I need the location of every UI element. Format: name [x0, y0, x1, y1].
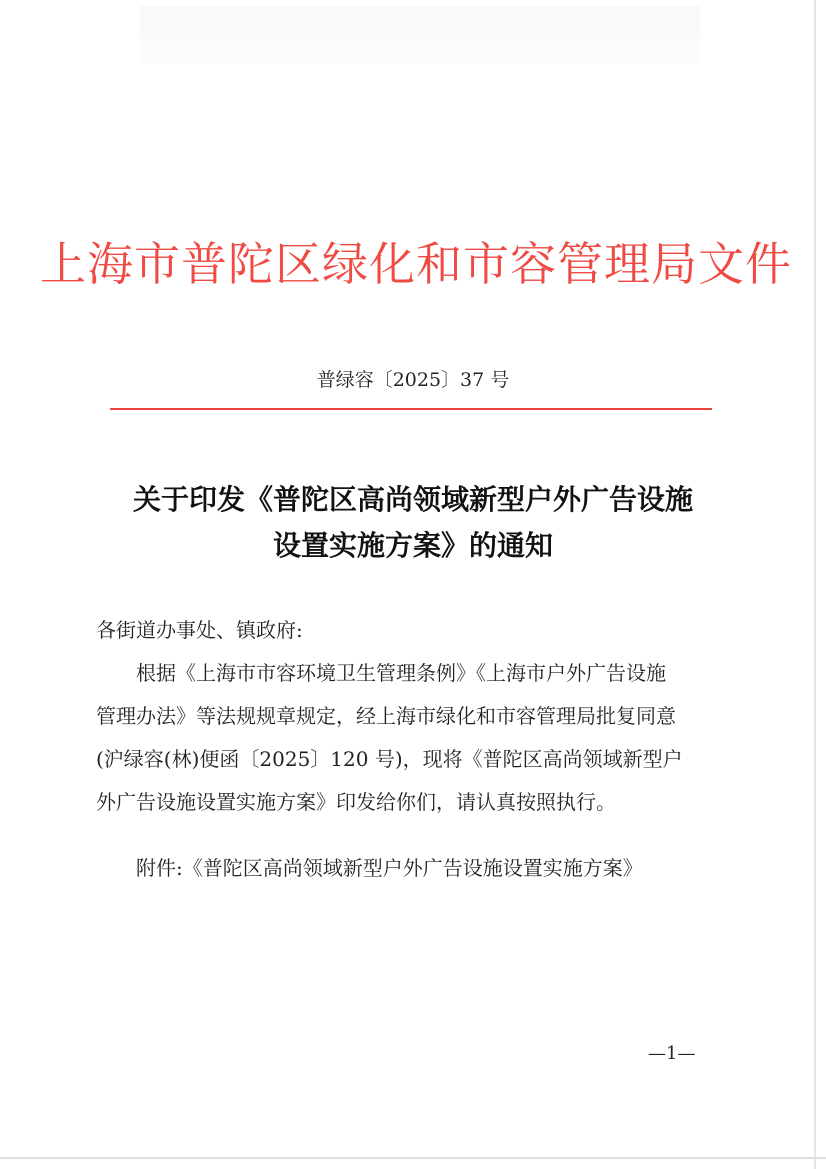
red-divider-line: [110, 408, 712, 410]
body-line-4: 外广告设施设置实施方案》印发给你们，请认真按照执行。: [96, 790, 616, 814]
addressee: 各街道办事处、镇政府:: [96, 618, 303, 642]
body-line-3: (沪绿容(林)便函〔2025〕120 号)，现将《普陀区高尚领域新型户: [96, 747, 683, 771]
body-line-2: 管理办法》等法规规章规定，经上海市绿化和市容管理局批复同意: [96, 704, 676, 728]
body-line-1: 根据《上海市市容环境卫生管理条例》《上海市户外广告设施: [136, 661, 666, 685]
issuer-header: 上海市普陀区绿化和市容管理局文件: [40, 237, 792, 291]
faded-scan-header: [140, 6, 700, 64]
scan-edge: [0, 1157, 826, 1159]
scan-edge: [814, 0, 816, 1169]
document-number: 普绿容〔2025〕37 号: [316, 369, 510, 391]
page-number: —1—: [648, 1043, 696, 1064]
document-title-line-2: 设置实施方案》的通知: [272, 529, 553, 562]
document-title-line-1: 关于印发《普陀区高尚领域新型户外广告设施: [132, 483, 693, 516]
attachment-line: 附件:《普陀区高尚领域新型户外广告设施设置实施方案》: [136, 856, 643, 880]
